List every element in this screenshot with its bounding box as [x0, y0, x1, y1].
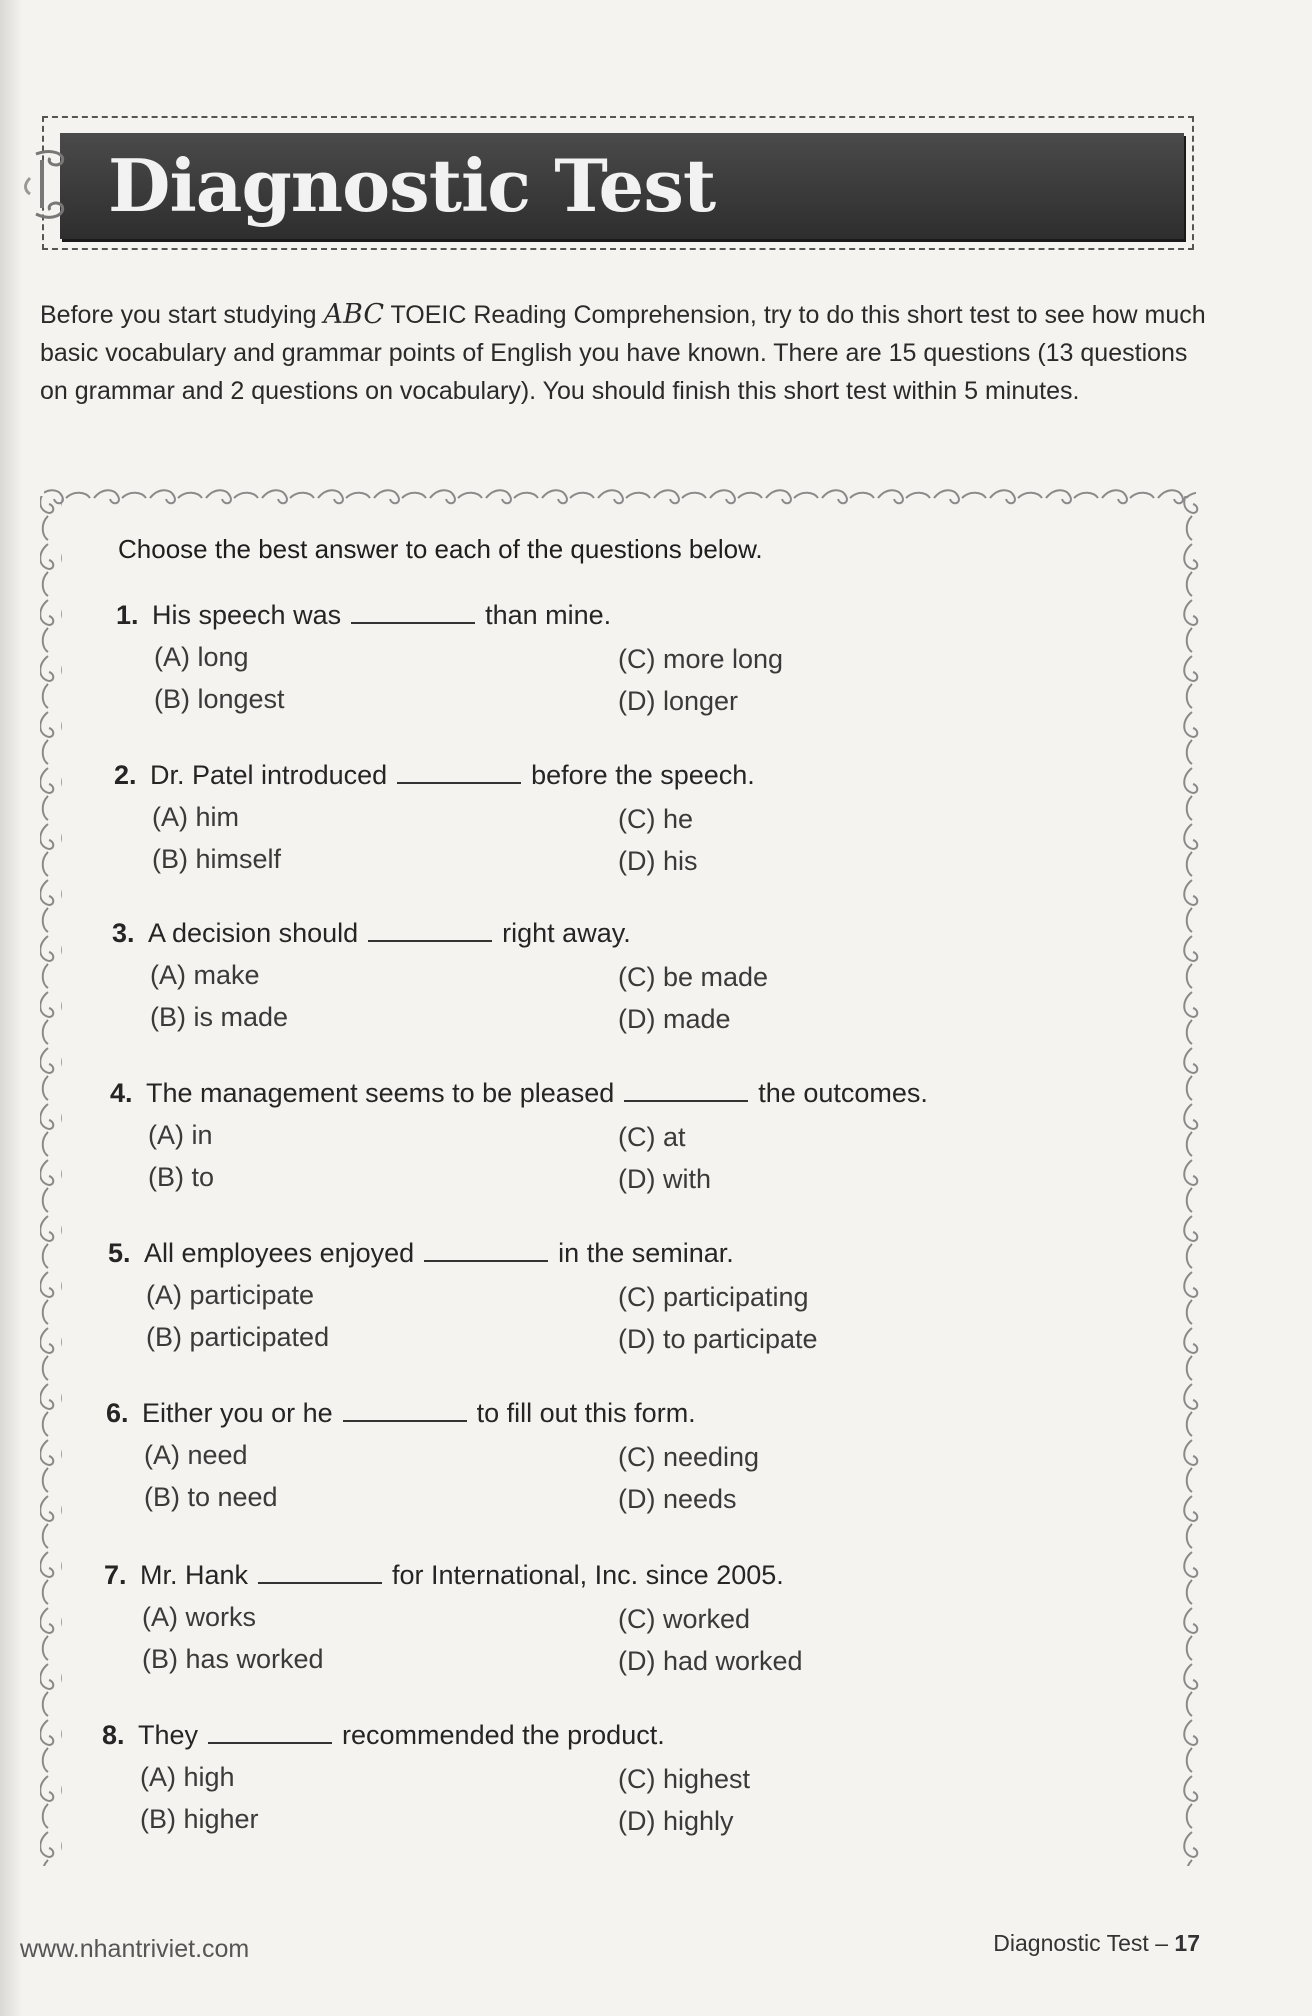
option-b: (B) has worked [142, 1644, 324, 1674]
instruction-text: Choose the best answer to each of the questions below. [118, 534, 763, 564]
option-d: (D) highly [618, 1806, 734, 1836]
option-c: (C) he [618, 804, 694, 834]
question-text-before: Mr. Hank [140, 1560, 249, 1590]
option-a: (A) need [144, 1440, 248, 1470]
question-text-before: They [138, 1720, 199, 1750]
answer-blank [397, 762, 521, 784]
question-text-after: recommended the product. [342, 1720, 665, 1750]
question-item [0, 1720, 1312, 1880]
option-a: (A) works [142, 1602, 256, 1632]
scroll-ornament-icon [22, 148, 74, 222]
footer-page-label [993, 1930, 1200, 1957]
question-number: 4. [110, 1078, 133, 1108]
question-number: 8. [102, 1720, 125, 1750]
question-text-after: the outcomes. [758, 1078, 928, 1108]
question-stem [112, 918, 631, 949]
option-d: (D) made [618, 1004, 731, 1034]
option-d: (D) with [618, 1164, 711, 1194]
option-d: (D) his [618, 846, 698, 876]
question-stem [116, 600, 611, 631]
question-text-after: for International, Inc. since 2005. [392, 1560, 784, 1590]
option-a: (A) make [150, 960, 260, 990]
option-c: (C) be made [618, 962, 769, 992]
question-item [0, 1398, 1312, 1558]
option-c: (C) participating [618, 1282, 809, 1312]
option-c: (C) worked [618, 1604, 751, 1634]
option-a: (A) him [152, 802, 239, 832]
question-text-before: The management seems to be pleased [146, 1078, 615, 1108]
option-c: (C) at [618, 1122, 686, 1152]
page-number: 17 [1174, 1930, 1200, 1956]
question-item [0, 1238, 1312, 1398]
question-text-after: than mine. [485, 600, 612, 630]
question-number: 6. [106, 1398, 129, 1428]
question-stem [110, 1078, 928, 1109]
option-b: (B) to [148, 1162, 215, 1192]
intro-paragraph [40, 296, 1210, 410]
answer-blank [368, 920, 492, 942]
answer-blank [424, 1240, 548, 1262]
answer-blank [258, 1562, 382, 1584]
option-b: (B) participated [146, 1322, 330, 1352]
question-stem [102, 1720, 665, 1751]
question-text-before: All employees enjoyed [144, 1238, 415, 1268]
option-a: (A) in [148, 1120, 213, 1150]
question-item [0, 600, 1312, 760]
option-b: (B) is made [150, 1002, 289, 1032]
question-stem [108, 1238, 734, 1269]
question-text-after: right away. [502, 918, 631, 948]
option-c: (C) more long [618, 644, 784, 674]
question-item [0, 1078, 1312, 1238]
question-text-after: to fill out this form. [476, 1398, 696, 1428]
option-b: (B) longest [154, 684, 285, 714]
question-text-before: Either you or he [142, 1398, 333, 1428]
page-title: Diagnostic Test [108, 143, 716, 228]
question-item [0, 760, 1312, 920]
option-c: (C) highest [618, 1764, 751, 1794]
option-d: (D) longer [618, 686, 739, 716]
option-b: (B) to need [144, 1482, 278, 1512]
option-d: (D) had worked [618, 1646, 803, 1676]
option-a: (A) participate [146, 1280, 315, 1310]
answer-blank [208, 1722, 332, 1744]
option-b: (B) himself [152, 844, 282, 874]
answer-blank [351, 602, 475, 624]
intro-text-after: TOEIC Reading Comprehension, try to do this short test to see how much basic vocabulary and grammar points of English you have known. There are 15 questions (13 questions on grammar and 2 questions on vocabulary). You should finish this short test within 5 minutes. [40, 301, 1206, 405]
question-stem [104, 1560, 784, 1591]
question-item [0, 918, 1312, 1078]
option-a: (A) long [154, 642, 249, 672]
question-text-before: A decision should [148, 918, 359, 948]
option-b: (B) higher [140, 1804, 259, 1834]
question-item [0, 1560, 1312, 1720]
question-stem [114, 760, 755, 791]
answer-blank [624, 1080, 748, 1102]
option-c: (C) needing [618, 1442, 760, 1472]
intro-text-before: Before you start studying [40, 301, 324, 329]
question-stem [106, 1398, 696, 1429]
question-text-after: in the seminar. [558, 1238, 734, 1268]
question-number: 7. [104, 1560, 127, 1590]
footer-website: www.nhantriviet.com [20, 1935, 250, 1963]
option-d: (D) to participate [618, 1324, 818, 1354]
question-text-after: before the speech. [531, 760, 755, 790]
option-d: (D) needs [618, 1484, 737, 1514]
footer-section: Diagnostic Test – [993, 1930, 1169, 1956]
question-number: 5. [108, 1238, 131, 1268]
book-name: ABC [323, 299, 384, 330]
question-number: 2. [114, 760, 137, 790]
question-text-before: His speech was [152, 600, 342, 630]
question-number: 3. [112, 918, 135, 948]
answer-blank [343, 1400, 467, 1422]
option-a: (A) high [140, 1762, 235, 1792]
question-text-before: Dr. Patel introduced [150, 760, 388, 790]
question-number: 1. [116, 600, 139, 630]
